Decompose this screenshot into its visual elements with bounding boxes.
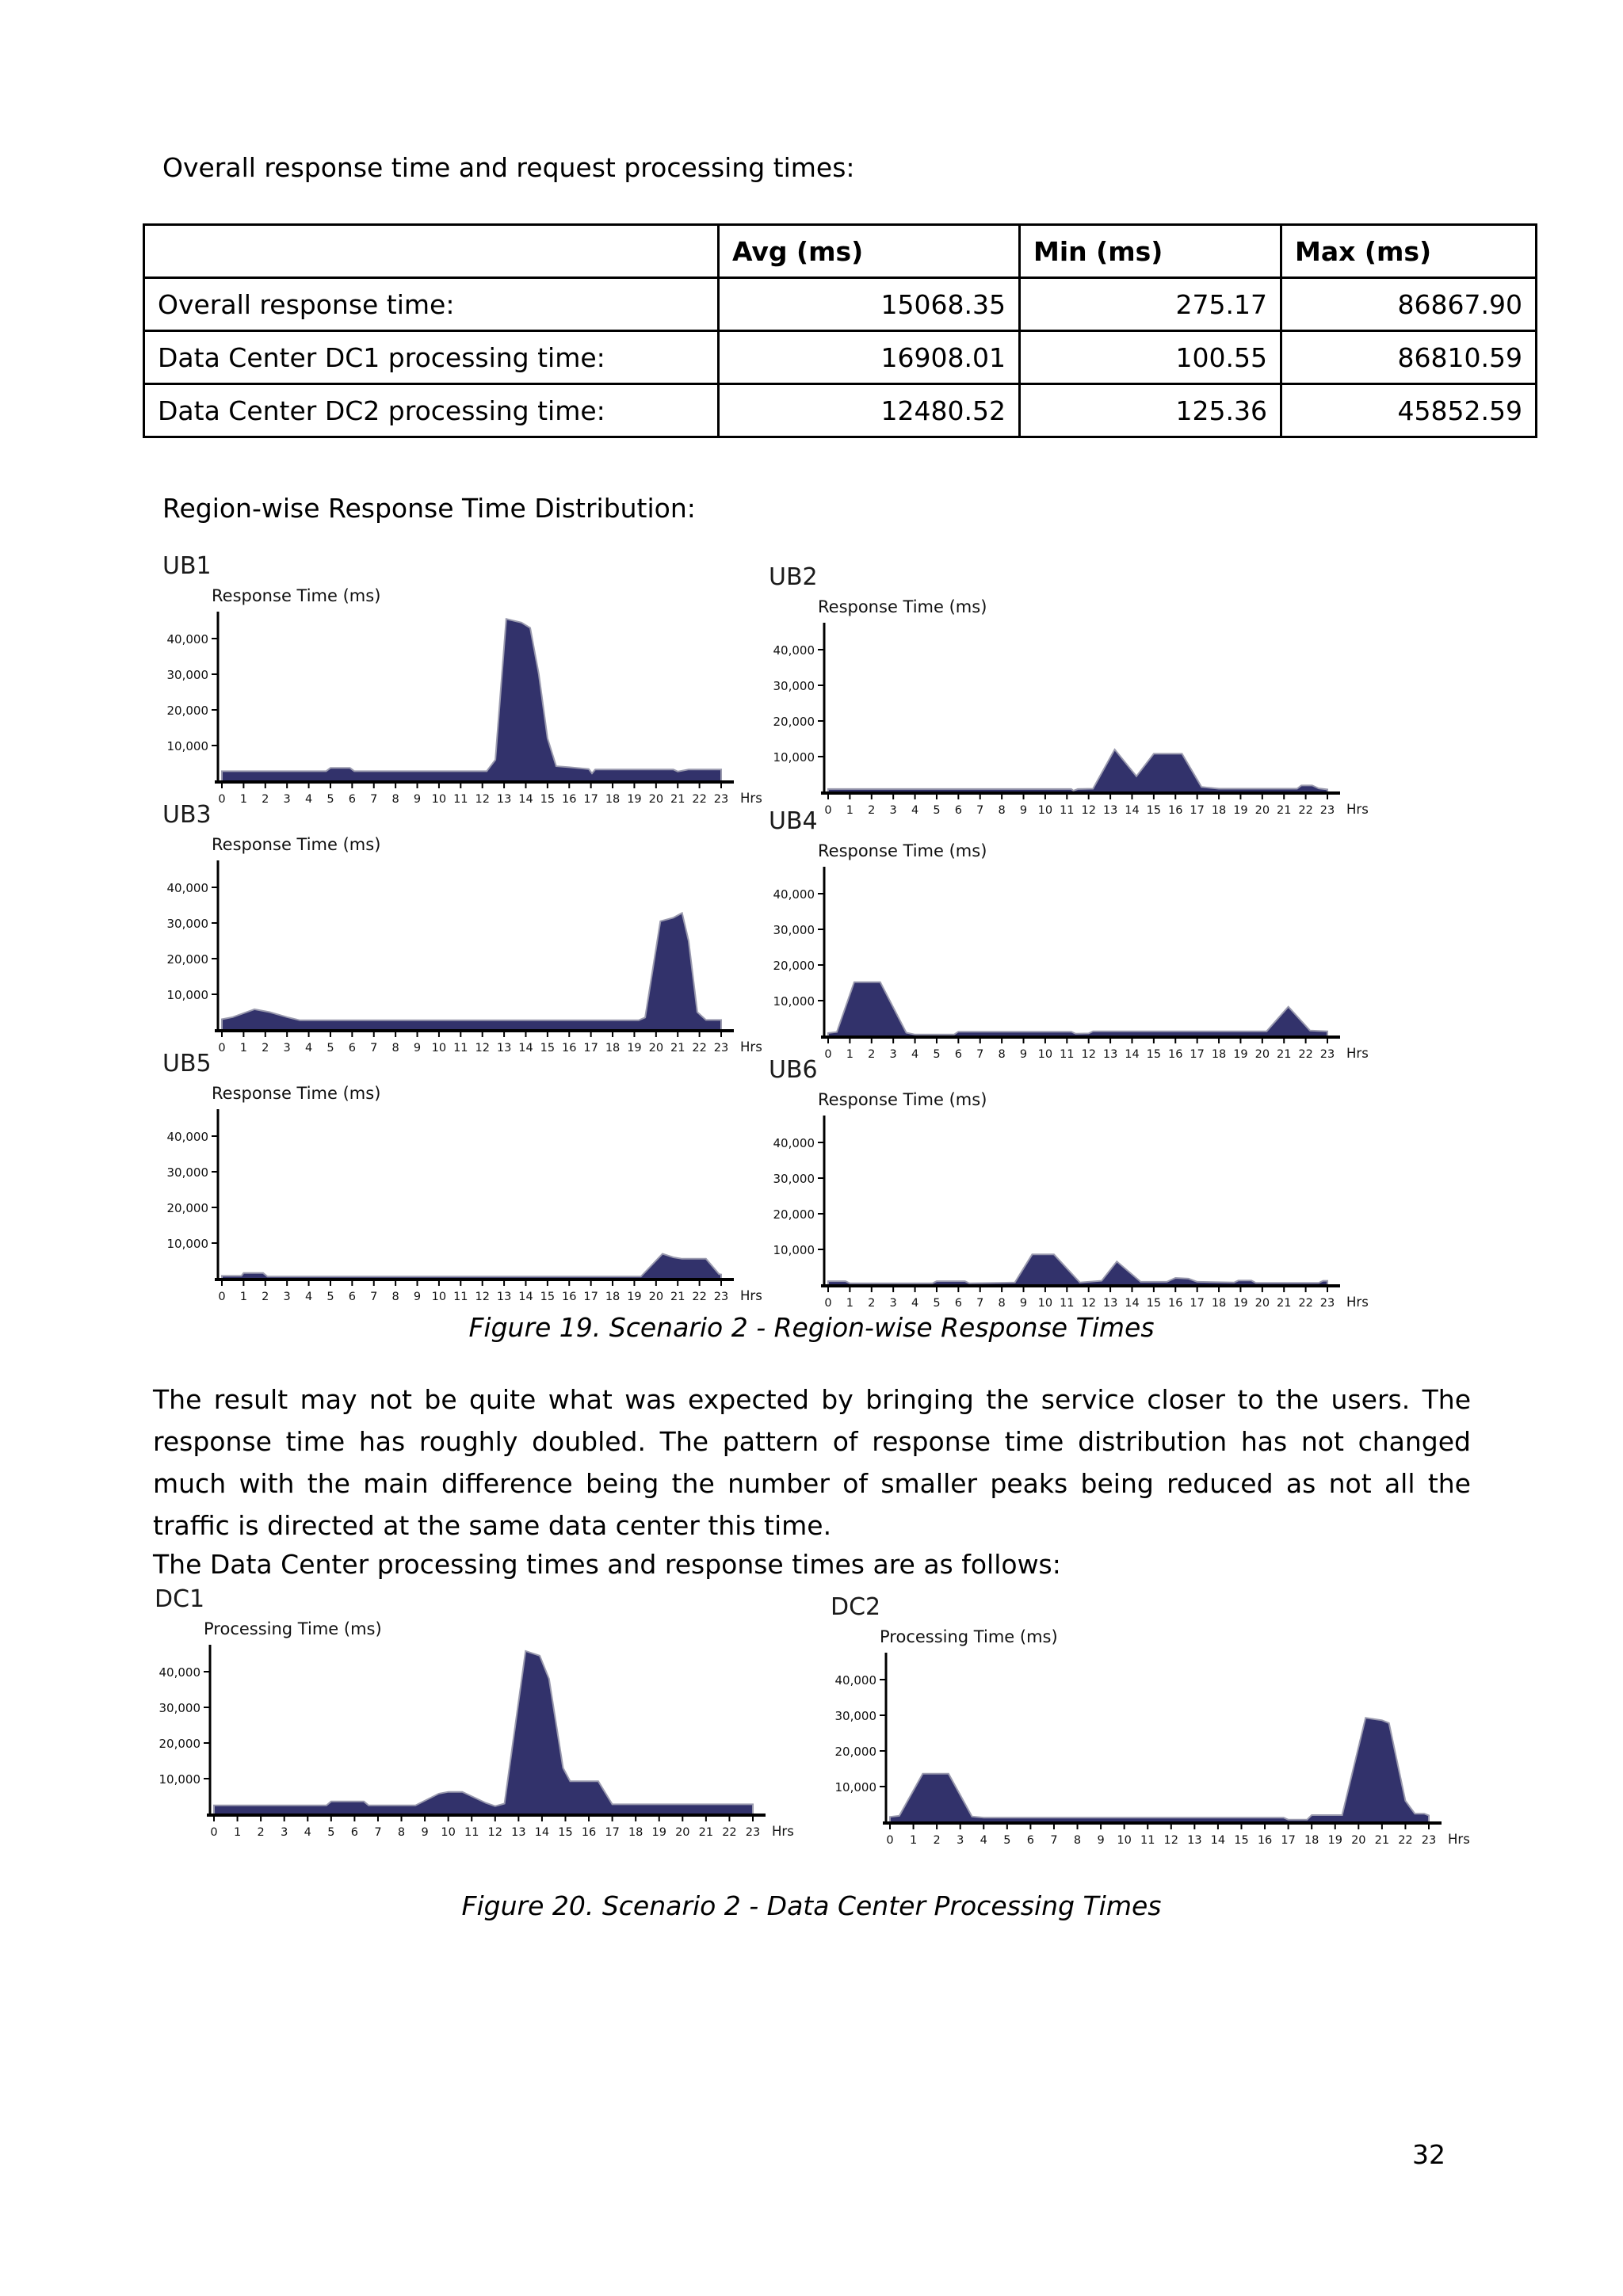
svg-text:19: 19 bbox=[651, 1826, 666, 1839]
svg-text:10: 10 bbox=[431, 1291, 447, 1303]
figure-19-caption: Figure 19. Scenario 2 - Region-wise Response Times bbox=[468, 1312, 1155, 1343]
svg-text:23: 23 bbox=[1319, 1297, 1335, 1310]
svg-text:17: 17 bbox=[1190, 1297, 1205, 1310]
svg-text:18: 18 bbox=[605, 1291, 621, 1303]
svg-text:20: 20 bbox=[1254, 804, 1270, 817]
svg-text:4: 4 bbox=[304, 1042, 313, 1055]
svg-text:Hrs: Hrs bbox=[772, 1824, 794, 1839]
svg-text:40,000: 40,000 bbox=[166, 1130, 208, 1144]
svg-text:22: 22 bbox=[722, 1826, 737, 1839]
svg-text:3: 3 bbox=[281, 1826, 288, 1839]
svg-text:10: 10 bbox=[1037, 1048, 1053, 1061]
svg-text:7: 7 bbox=[976, 1297, 984, 1310]
svg-text:9: 9 bbox=[1019, 804, 1028, 817]
svg-text:4: 4 bbox=[304, 1291, 313, 1303]
svg-text:13: 13 bbox=[1187, 1834, 1202, 1847]
svg-text:10,000: 10,000 bbox=[166, 739, 208, 753]
svg-text:30,000: 30,000 bbox=[773, 923, 815, 937]
table-row bbox=[144, 278, 1537, 331]
svg-text:0: 0 bbox=[886, 1834, 894, 1847]
svg-text:23: 23 bbox=[713, 793, 729, 806]
svg-text:Hrs: Hrs bbox=[740, 1288, 762, 1303]
chart-dc1-label: DC1 bbox=[155, 1585, 205, 1613]
svg-text:19: 19 bbox=[627, 1291, 642, 1303]
page-number: 32 bbox=[1412, 2139, 1445, 2170]
svg-text:22: 22 bbox=[692, 1291, 707, 1303]
chart-dc2-plot bbox=[831, 1648, 1472, 1854]
table-header-row bbox=[144, 225, 1537, 278]
svg-text:11: 11 bbox=[453, 1042, 468, 1055]
chart-dc2-label: DC2 bbox=[831, 1593, 881, 1621]
svg-text:17: 17 bbox=[583, 1291, 598, 1303]
chart-ub4-plot bbox=[769, 862, 1371, 1068]
chart-ub6-title: Response Time (ms) bbox=[818, 1090, 987, 1109]
svg-text:17: 17 bbox=[605, 1826, 620, 1839]
svg-text:8: 8 bbox=[998, 1048, 1006, 1061]
row-min: 125.36 bbox=[1020, 384, 1281, 437]
svg-text:23: 23 bbox=[1421, 1834, 1437, 1847]
svg-text:15: 15 bbox=[1146, 1048, 1162, 1061]
chart-ub3-plot bbox=[162, 856, 765, 1062]
svg-text:30,000: 30,000 bbox=[166, 668, 208, 682]
svg-text:30,000: 30,000 bbox=[773, 679, 815, 693]
svg-text:30,000: 30,000 bbox=[834, 1709, 876, 1723]
svg-text:13: 13 bbox=[1102, 804, 1118, 817]
svg-text:0: 0 bbox=[824, 1048, 832, 1061]
svg-text:16: 16 bbox=[1168, 1297, 1183, 1310]
svg-text:5: 5 bbox=[933, 1048, 941, 1061]
svg-text:11: 11 bbox=[1060, 804, 1075, 817]
svg-text:19: 19 bbox=[1233, 1297, 1248, 1310]
response-times-table-wrapper bbox=[143, 223, 1537, 438]
svg-text:15: 15 bbox=[558, 1826, 573, 1839]
header-max: Max (ms) bbox=[1281, 225, 1537, 278]
svg-text:5: 5 bbox=[327, 1291, 334, 1303]
svg-text:12: 12 bbox=[1163, 1834, 1179, 1847]
svg-text:13: 13 bbox=[496, 1291, 512, 1303]
svg-text:15: 15 bbox=[540, 793, 556, 806]
chart-ub3-title: Response Time (ms) bbox=[212, 835, 381, 854]
chart-ub6-plot bbox=[769, 1111, 1371, 1317]
svg-text:21: 21 bbox=[1276, 1297, 1292, 1310]
svg-text:10,000: 10,000 bbox=[773, 1243, 815, 1257]
svg-text:21: 21 bbox=[1276, 1048, 1292, 1061]
svg-text:2: 2 bbox=[868, 804, 876, 817]
svg-text:21: 21 bbox=[670, 1042, 685, 1055]
svg-text:10,000: 10,000 bbox=[166, 988, 208, 1002]
svg-text:2: 2 bbox=[262, 793, 269, 806]
svg-text:9: 9 bbox=[421, 1826, 429, 1839]
svg-text:6: 6 bbox=[1026, 1834, 1035, 1847]
svg-text:10: 10 bbox=[1037, 804, 1053, 817]
chart-ub1-label: UB1 bbox=[162, 552, 212, 580]
svg-text:14: 14 bbox=[1125, 1297, 1140, 1310]
chart-ub3 bbox=[162, 802, 773, 1062]
chart-ub2-label: UB2 bbox=[769, 563, 818, 591]
svg-text:30,000: 30,000 bbox=[158, 1701, 200, 1715]
svg-text:40,000: 40,000 bbox=[773, 643, 815, 658]
svg-text:14: 14 bbox=[518, 1042, 533, 1055]
svg-text:18: 18 bbox=[1304, 1834, 1319, 1847]
svg-text:7: 7 bbox=[976, 1048, 984, 1061]
svg-text:9: 9 bbox=[413, 1042, 422, 1055]
svg-text:7: 7 bbox=[976, 804, 984, 817]
svg-text:5: 5 bbox=[327, 1826, 335, 1839]
svg-text:22: 22 bbox=[1298, 1297, 1313, 1310]
svg-text:19: 19 bbox=[1233, 804, 1248, 817]
svg-text:18: 18 bbox=[605, 1042, 621, 1055]
svg-text:12: 12 bbox=[475, 793, 490, 806]
svg-text:17: 17 bbox=[583, 1042, 598, 1055]
svg-text:20: 20 bbox=[648, 793, 664, 806]
svg-text:17: 17 bbox=[583, 793, 598, 806]
svg-text:8: 8 bbox=[998, 1297, 1006, 1310]
chart-ub2-title: Response Time (ms) bbox=[818, 597, 987, 616]
svg-text:23: 23 bbox=[1319, 804, 1335, 817]
svg-text:3: 3 bbox=[889, 1297, 897, 1310]
svg-text:10: 10 bbox=[431, 1042, 447, 1055]
svg-text:16: 16 bbox=[562, 1291, 577, 1303]
svg-text:6: 6 bbox=[954, 1048, 962, 1061]
svg-text:16: 16 bbox=[1168, 804, 1183, 817]
svg-text:8: 8 bbox=[391, 793, 399, 806]
chart-ub4-label: UB4 bbox=[769, 807, 818, 835]
svg-text:20: 20 bbox=[648, 1042, 664, 1055]
svg-text:3: 3 bbox=[283, 793, 291, 806]
row-label: Data Center DC2 processing time: bbox=[144, 384, 719, 437]
svg-text:12: 12 bbox=[475, 1042, 490, 1055]
row-avg: 12480.52 bbox=[719, 384, 1020, 437]
row-max: 86810.59 bbox=[1281, 331, 1537, 384]
header-empty bbox=[144, 225, 719, 278]
svg-text:30,000: 30,000 bbox=[166, 1165, 208, 1180]
svg-text:22: 22 bbox=[1298, 804, 1313, 817]
chart-ub6 bbox=[769, 1057, 1379, 1317]
svg-text:14: 14 bbox=[1125, 1048, 1140, 1061]
svg-text:9: 9 bbox=[413, 1291, 422, 1303]
chart-ub2-plot bbox=[769, 618, 1371, 824]
svg-text:6: 6 bbox=[348, 1042, 356, 1055]
svg-text:1: 1 bbox=[846, 804, 854, 817]
svg-text:1: 1 bbox=[846, 1048, 854, 1061]
svg-text:19: 19 bbox=[627, 793, 642, 806]
svg-text:2: 2 bbox=[257, 1826, 265, 1839]
svg-text:2: 2 bbox=[868, 1048, 876, 1061]
dc-heading: The Data Center processing times and response times are as follows: bbox=[153, 1549, 1061, 1580]
svg-text:22: 22 bbox=[692, 793, 707, 806]
svg-text:23: 23 bbox=[745, 1826, 761, 1839]
svg-text:20: 20 bbox=[1254, 1297, 1270, 1310]
svg-text:11: 11 bbox=[464, 1826, 479, 1839]
svg-text:13: 13 bbox=[1102, 1297, 1118, 1310]
svg-text:17: 17 bbox=[1281, 1834, 1296, 1847]
svg-text:10: 10 bbox=[1037, 1297, 1053, 1310]
body-paragraph: The result may not be quite what was expected by bringing the service closer to the users. The response time has roughly doubled. The pattern of response time distribution has not changed much with the main difference being the number of smaller peaks being reduced as not all the traffic is directed at the same data center this time. bbox=[153, 1384, 1471, 1541]
svg-text:14: 14 bbox=[1210, 1834, 1226, 1847]
svg-text:16: 16 bbox=[562, 1042, 577, 1055]
svg-text:2: 2 bbox=[262, 1042, 269, 1055]
svg-text:20: 20 bbox=[675, 1826, 690, 1839]
svg-text:20,000: 20,000 bbox=[158, 1737, 200, 1751]
chart-ub1 bbox=[162, 553, 773, 813]
intro-heading: Overall response time and request processing times: bbox=[162, 152, 855, 183]
svg-text:10,000: 10,000 bbox=[773, 750, 815, 765]
svg-text:6: 6 bbox=[954, 1297, 962, 1310]
svg-text:20: 20 bbox=[1351, 1834, 1366, 1847]
svg-text:2: 2 bbox=[933, 1834, 941, 1847]
svg-text:21: 21 bbox=[698, 1826, 714, 1839]
svg-text:4: 4 bbox=[304, 1826, 311, 1839]
svg-text:15: 15 bbox=[1234, 1834, 1249, 1847]
chart-ub1-plot bbox=[162, 607, 765, 813]
svg-text:6: 6 bbox=[348, 1291, 356, 1303]
svg-text:16: 16 bbox=[1257, 1834, 1273, 1847]
svg-text:15: 15 bbox=[1146, 804, 1162, 817]
svg-text:0: 0 bbox=[218, 1291, 226, 1303]
chart-dc1-plot bbox=[155, 1640, 796, 1846]
svg-text:3: 3 bbox=[889, 1048, 897, 1061]
svg-text:0: 0 bbox=[824, 804, 832, 817]
chart-ub2 bbox=[769, 564, 1379, 824]
row-max: 86867.90 bbox=[1281, 278, 1537, 331]
svg-text:18: 18 bbox=[1211, 1048, 1227, 1061]
svg-text:11: 11 bbox=[1060, 1297, 1075, 1310]
svg-text:12: 12 bbox=[1081, 1048, 1096, 1061]
svg-text:22: 22 bbox=[692, 1042, 707, 1055]
svg-text:Hrs: Hrs bbox=[1448, 1832, 1470, 1847]
svg-text:20,000: 20,000 bbox=[834, 1745, 876, 1759]
svg-text:6: 6 bbox=[350, 1826, 359, 1839]
svg-text:4: 4 bbox=[911, 804, 919, 817]
svg-text:19: 19 bbox=[627, 1042, 642, 1055]
svg-text:8: 8 bbox=[397, 1826, 406, 1839]
svg-text:Hrs: Hrs bbox=[1346, 1046, 1369, 1061]
table-row bbox=[144, 331, 1537, 384]
chart-ub5-title: Response Time (ms) bbox=[212, 1084, 381, 1103]
svg-text:5: 5 bbox=[933, 804, 941, 817]
svg-text:4: 4 bbox=[980, 1834, 987, 1847]
svg-text:Hrs: Hrs bbox=[1346, 802, 1369, 817]
chart-ub5-label: UB5 bbox=[162, 1050, 212, 1077]
svg-text:9: 9 bbox=[413, 793, 422, 806]
svg-text:20: 20 bbox=[1254, 1048, 1270, 1061]
svg-text:20,000: 20,000 bbox=[773, 959, 815, 973]
svg-text:40,000: 40,000 bbox=[166, 881, 208, 895]
svg-text:11: 11 bbox=[453, 1291, 468, 1303]
svg-text:10,000: 10,000 bbox=[773, 994, 815, 1009]
chart-dc1 bbox=[155, 1586, 804, 1846]
header-min: Min (ms) bbox=[1020, 225, 1281, 278]
svg-text:20,000: 20,000 bbox=[166, 952, 208, 967]
svg-text:10: 10 bbox=[431, 793, 447, 806]
svg-text:40,000: 40,000 bbox=[773, 887, 815, 902]
header-avg: Avg (ms) bbox=[719, 225, 1020, 278]
svg-text:13: 13 bbox=[496, 1042, 512, 1055]
svg-text:3: 3 bbox=[889, 804, 897, 817]
svg-text:9: 9 bbox=[1019, 1297, 1028, 1310]
svg-text:21: 21 bbox=[1374, 1834, 1390, 1847]
svg-text:23: 23 bbox=[713, 1042, 729, 1055]
svg-text:20,000: 20,000 bbox=[773, 1207, 815, 1222]
svg-text:7: 7 bbox=[374, 1826, 382, 1839]
svg-text:10,000: 10,000 bbox=[166, 1237, 208, 1251]
svg-text:1: 1 bbox=[233, 1826, 242, 1839]
svg-text:8: 8 bbox=[391, 1291, 399, 1303]
svg-text:20: 20 bbox=[648, 1291, 664, 1303]
row-max: 45852.59 bbox=[1281, 384, 1537, 437]
svg-text:Hrs: Hrs bbox=[740, 791, 762, 806]
svg-text:4: 4 bbox=[911, 1297, 919, 1310]
svg-text:20,000: 20,000 bbox=[773, 715, 815, 729]
svg-text:21: 21 bbox=[670, 793, 685, 806]
row-min: 275.17 bbox=[1020, 278, 1281, 331]
svg-text:12: 12 bbox=[1081, 804, 1096, 817]
svg-text:3: 3 bbox=[283, 1042, 291, 1055]
svg-text:20,000: 20,000 bbox=[166, 1201, 208, 1215]
svg-text:9: 9 bbox=[1019, 1048, 1028, 1061]
chart-ub4 bbox=[769, 808, 1379, 1068]
svg-text:0: 0 bbox=[824, 1297, 832, 1310]
svg-text:8: 8 bbox=[1073, 1834, 1082, 1847]
svg-text:6: 6 bbox=[954, 804, 962, 817]
svg-text:19: 19 bbox=[1233, 1048, 1248, 1061]
svg-text:7: 7 bbox=[370, 793, 378, 806]
svg-text:11: 11 bbox=[1140, 1834, 1155, 1847]
svg-text:18: 18 bbox=[605, 793, 621, 806]
svg-text:1: 1 bbox=[909, 1834, 918, 1847]
svg-text:16: 16 bbox=[1168, 1048, 1183, 1061]
svg-text:1: 1 bbox=[239, 793, 248, 806]
svg-text:30,000: 30,000 bbox=[166, 917, 208, 931]
row-min: 100.55 bbox=[1020, 331, 1281, 384]
svg-text:1: 1 bbox=[846, 1297, 854, 1310]
row-avg: 15068.35 bbox=[719, 278, 1020, 331]
svg-text:19: 19 bbox=[1327, 1834, 1342, 1847]
svg-text:8: 8 bbox=[998, 804, 1006, 817]
svg-text:0: 0 bbox=[218, 1042, 226, 1055]
chart-dc2 bbox=[831, 1594, 1480, 1854]
svg-text:40,000: 40,000 bbox=[773, 1136, 815, 1150]
svg-text:15: 15 bbox=[540, 1291, 556, 1303]
svg-text:5: 5 bbox=[933, 1297, 941, 1310]
svg-text:0: 0 bbox=[218, 793, 226, 806]
row-label: Data Center DC1 processing time: bbox=[144, 331, 719, 384]
row-avg: 16908.01 bbox=[719, 331, 1020, 384]
svg-text:8: 8 bbox=[391, 1042, 399, 1055]
chart-ub5-plot bbox=[162, 1104, 765, 1310]
svg-text:2: 2 bbox=[262, 1291, 269, 1303]
svg-text:18: 18 bbox=[628, 1826, 643, 1839]
svg-text:23: 23 bbox=[1319, 1048, 1335, 1061]
svg-text:Hrs: Hrs bbox=[1346, 1295, 1369, 1310]
svg-text:14: 14 bbox=[534, 1826, 550, 1839]
chart-ub5 bbox=[162, 1051, 773, 1310]
svg-text:21: 21 bbox=[1276, 804, 1292, 817]
svg-text:13: 13 bbox=[496, 793, 512, 806]
chart-dc2-title: Processing Time (ms) bbox=[880, 1627, 1058, 1646]
svg-text:3: 3 bbox=[283, 1291, 291, 1303]
svg-text:15: 15 bbox=[1146, 1297, 1162, 1310]
svg-text:21: 21 bbox=[670, 1291, 685, 1303]
svg-text:0: 0 bbox=[210, 1826, 218, 1839]
svg-text:7: 7 bbox=[1050, 1834, 1058, 1847]
chart-ub4-title: Response Time (ms) bbox=[818, 841, 987, 860]
svg-text:14: 14 bbox=[1125, 804, 1140, 817]
svg-text:18: 18 bbox=[1211, 1297, 1227, 1310]
svg-text:15: 15 bbox=[540, 1042, 556, 1055]
section-heading: Region-wise Response Time Distribution: bbox=[162, 493, 696, 524]
svg-text:10: 10 bbox=[441, 1826, 456, 1839]
response-times-table bbox=[143, 223, 1537, 438]
svg-text:5: 5 bbox=[1003, 1834, 1011, 1847]
svg-text:30,000: 30,000 bbox=[773, 1172, 815, 1186]
svg-text:10,000: 10,000 bbox=[158, 1772, 200, 1787]
svg-text:9: 9 bbox=[1097, 1834, 1105, 1847]
svg-text:3: 3 bbox=[957, 1834, 964, 1847]
svg-text:5: 5 bbox=[327, 1042, 334, 1055]
svg-text:14: 14 bbox=[518, 1291, 533, 1303]
svg-text:20,000: 20,000 bbox=[166, 704, 208, 718]
svg-text:13: 13 bbox=[511, 1826, 526, 1839]
svg-text:17: 17 bbox=[1190, 1048, 1205, 1061]
table-row bbox=[144, 384, 1537, 437]
svg-text:12: 12 bbox=[487, 1826, 503, 1839]
row-label: Overall response time: bbox=[144, 278, 719, 331]
svg-text:23: 23 bbox=[713, 1291, 729, 1303]
svg-text:11: 11 bbox=[1060, 1048, 1075, 1061]
svg-text:4: 4 bbox=[911, 1048, 919, 1061]
svg-text:6: 6 bbox=[348, 793, 356, 806]
svg-text:14: 14 bbox=[518, 793, 533, 806]
svg-text:7: 7 bbox=[370, 1042, 378, 1055]
svg-text:40,000: 40,000 bbox=[834, 1673, 876, 1688]
svg-text:7: 7 bbox=[370, 1291, 378, 1303]
svg-text:10,000: 10,000 bbox=[834, 1780, 876, 1794]
svg-text:16: 16 bbox=[581, 1826, 597, 1839]
svg-text:1: 1 bbox=[239, 1042, 248, 1055]
svg-text:4: 4 bbox=[304, 793, 313, 806]
chart-ub6-label: UB6 bbox=[769, 1056, 818, 1084]
svg-text:22: 22 bbox=[1398, 1834, 1413, 1847]
svg-text:2: 2 bbox=[868, 1297, 876, 1310]
svg-text:40,000: 40,000 bbox=[158, 1665, 200, 1680]
svg-text:12: 12 bbox=[1081, 1297, 1096, 1310]
svg-text:1: 1 bbox=[239, 1291, 248, 1303]
chart-ub3-label: UB3 bbox=[162, 801, 212, 829]
figure-20-caption: Figure 20. Scenario 2 - Data Center Processing Times bbox=[461, 1890, 1162, 1921]
svg-text:5: 5 bbox=[327, 793, 334, 806]
svg-text:13: 13 bbox=[1102, 1048, 1118, 1061]
svg-text:22: 22 bbox=[1298, 1048, 1313, 1061]
svg-text:16: 16 bbox=[562, 793, 577, 806]
svg-text:12: 12 bbox=[475, 1291, 490, 1303]
chart-dc1-title: Processing Time (ms) bbox=[204, 1619, 382, 1638]
svg-text:11: 11 bbox=[453, 793, 468, 806]
svg-text:17: 17 bbox=[1190, 804, 1205, 817]
svg-text:18: 18 bbox=[1211, 804, 1227, 817]
chart-ub1-title: Response Time (ms) bbox=[212, 586, 381, 605]
svg-text:Hrs: Hrs bbox=[740, 1039, 762, 1055]
svg-text:10: 10 bbox=[1117, 1834, 1132, 1847]
svg-text:40,000: 40,000 bbox=[166, 632, 208, 646]
